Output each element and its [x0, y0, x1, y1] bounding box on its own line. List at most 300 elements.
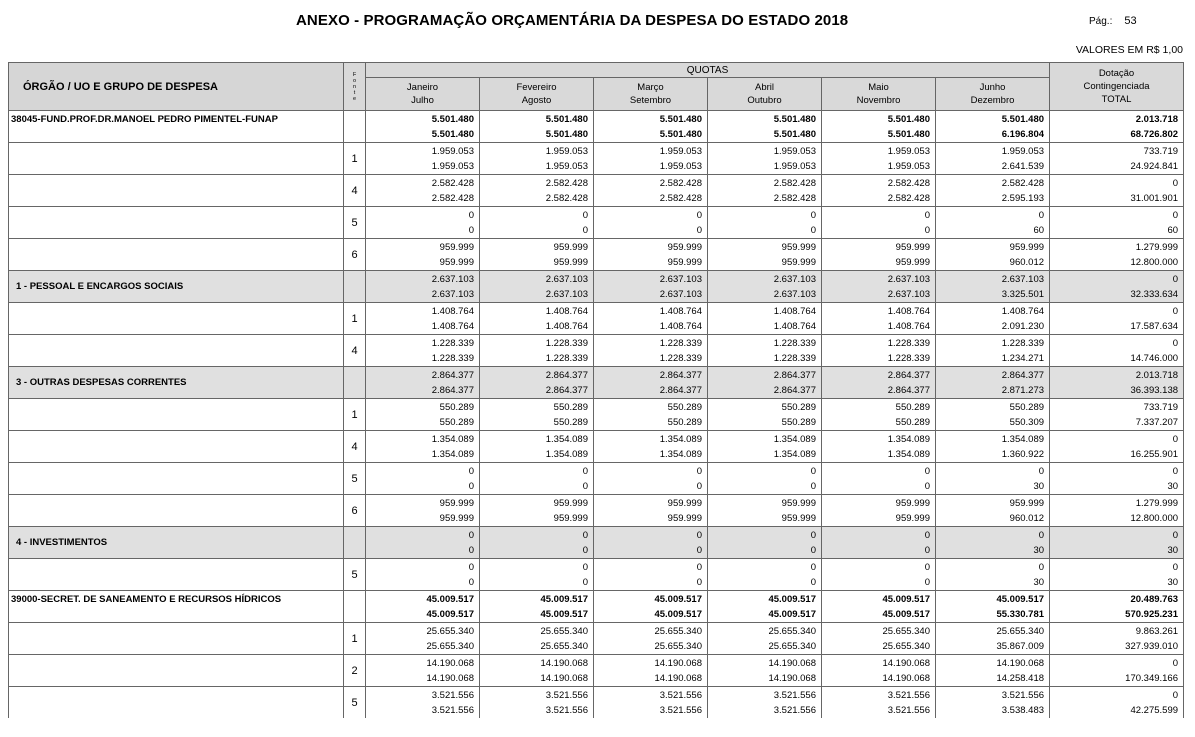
quota-value: 959.999: [936, 239, 1050, 256]
quota-value: 3.521.556: [708, 703, 822, 718]
fonte-code: 1: [344, 623, 366, 655]
total-value: 570.925.231: [1050, 607, 1184, 623]
quota-value: 2.582.428: [822, 191, 936, 207]
quota-value: 1.959.053: [708, 143, 822, 160]
quota-value: 959.999: [936, 495, 1050, 512]
quota-value: 2.582.428: [480, 191, 594, 207]
quota-value: 14.190.068: [366, 671, 480, 687]
table-row: [9, 655, 1184, 672]
quota-value: 45.009.517: [936, 591, 1050, 608]
quota-value: 2.582.428: [366, 191, 480, 207]
dotacao-value: 0: [1050, 335, 1184, 352]
quota-value: 1.354.089: [708, 431, 822, 448]
quota-value: 2.582.428: [480, 175, 594, 192]
table-row: [9, 143, 1184, 160]
dotacao-line2: Contingenciada: [1083, 81, 1150, 92]
quota-value: 959.999: [366, 511, 480, 527]
quota-value: 25.655.340: [822, 623, 936, 640]
quota-value: 0: [594, 223, 708, 239]
quota-value: 30: [936, 479, 1050, 495]
quota-value: 0: [366, 207, 480, 224]
table-row: [9, 271, 1184, 288]
quota-value: 959.999: [594, 239, 708, 256]
expense-group-label: 3 - OUTRAS DESPESAS CORRENTES: [9, 367, 344, 399]
empty-label-cell: [9, 143, 344, 175]
dotacao-line3: TOTAL: [1101, 94, 1132, 105]
quota-value: 1.354.089: [822, 447, 936, 463]
dotacao-value: 0: [1050, 527, 1184, 544]
quota-value: 959.999: [366, 495, 480, 512]
quota-value: 0: [480, 223, 594, 239]
quota-value: 25.655.340: [366, 639, 480, 655]
total-value: 24.924.841: [1050, 159, 1184, 175]
column-header-month: [708, 78, 822, 111]
units-note: VALORES EM R$ 1,00: [1075, 44, 1183, 56]
fonte-code: [344, 591, 366, 623]
dotacao-value: 20.489.763: [1050, 591, 1184, 608]
quota-value: 1.228.339: [480, 335, 594, 352]
quota-value: 960.012: [936, 511, 1050, 527]
quota-value: 14.190.068: [480, 655, 594, 672]
quota-value: 5.501.480: [936, 111, 1050, 128]
quota-value: 1.408.764: [708, 319, 822, 335]
quota-value: 550.289: [594, 399, 708, 416]
budget-table: [8, 62, 1184, 718]
quota-value: 25.655.340: [480, 639, 594, 655]
quota-value: 2.637.103: [366, 271, 480, 288]
quota-value: 959.999: [708, 495, 822, 512]
quota-value: 1.228.339: [480, 351, 594, 367]
quota-value: 0: [366, 559, 480, 576]
quota-value: 959.999: [708, 255, 822, 271]
quota-value: 959.999: [366, 255, 480, 271]
total-value: 14.746.000: [1050, 351, 1184, 367]
total-value: 68.726.802: [1050, 127, 1184, 143]
month-bottom: Dezembro: [970, 95, 1015, 106]
quota-value: 959.999: [594, 495, 708, 512]
total-value: 16.255.901: [1050, 447, 1184, 463]
dotacao-value: 2.013.718: [1050, 111, 1184, 128]
quota-value: 1.228.339: [708, 351, 822, 367]
fonte-code: 4: [344, 431, 366, 463]
quota-value: 2.637.103: [366, 287, 480, 303]
empty-label-cell: [9, 623, 344, 655]
quota-value: 2.595.193: [936, 191, 1050, 207]
quota-value: 3.521.556: [708, 687, 822, 704]
quota-value: 45.009.517: [822, 591, 936, 608]
fonte-code: [344, 527, 366, 559]
quota-value: 959.999: [822, 255, 936, 271]
quota-value: 959.999: [822, 511, 936, 527]
quota-value: 2.864.377: [822, 383, 936, 399]
quota-value: 14.190.068: [708, 655, 822, 672]
quota-value: 0: [708, 559, 822, 576]
month-top: Março: [637, 82, 664, 93]
quota-value: 550.289: [366, 399, 480, 416]
quota-value: 3.521.556: [594, 703, 708, 718]
quota-value: 2.864.377: [366, 367, 480, 384]
quota-value: 1.408.764: [594, 319, 708, 335]
quota-value: 550.289: [822, 415, 936, 431]
quota-value: 0: [366, 479, 480, 495]
quota-value: 14.258.418: [936, 671, 1050, 687]
dotacao-value: 0: [1050, 175, 1184, 192]
column-header-month: [594, 78, 708, 111]
table-row: [9, 239, 1184, 256]
quota-value: 35.867.009: [936, 639, 1050, 655]
dotacao-value: 1.279.999: [1050, 239, 1184, 256]
quota-value: 2.864.377: [366, 383, 480, 399]
quota-value: 2.582.428: [366, 175, 480, 192]
quota-value: 959.999: [708, 239, 822, 256]
dotacao-value: 733.719: [1050, 399, 1184, 416]
quota-value: 1.408.764: [366, 303, 480, 320]
quota-value: 2.637.103: [594, 287, 708, 303]
org-unit-label: 38045-FUND.PROF.DR.MANOEL PEDRO PIMENTEL-FUNAP: [9, 111, 344, 143]
fonte-code: 1: [344, 399, 366, 431]
quota-value: 2.582.428: [936, 175, 1050, 192]
quota-value: 0: [822, 527, 936, 544]
quota-value: 45.009.517: [708, 607, 822, 623]
quota-value: 2.637.103: [480, 271, 594, 288]
quota-value: 959.999: [594, 511, 708, 527]
total-value: 31.001.901: [1050, 191, 1184, 207]
quota-value: 5.501.480: [594, 127, 708, 143]
quota-value: 0: [822, 207, 936, 224]
quota-value: 1.354.089: [480, 431, 594, 448]
quota-value: 1.354.089: [594, 447, 708, 463]
quota-value: 0: [822, 463, 936, 480]
quota-value: 1.228.339: [366, 351, 480, 367]
quota-value: 25.655.340: [594, 623, 708, 640]
quota-value: 3.521.556: [594, 687, 708, 704]
quota-value: 3.521.556: [480, 703, 594, 718]
table-row: [9, 495, 1184, 512]
quota-value: 1.354.089: [366, 431, 480, 448]
quota-value: 0: [594, 527, 708, 544]
month-top: Abril: [754, 82, 774, 93]
page-number: [1089, 15, 1137, 27]
quota-value: 14.190.068: [822, 655, 936, 672]
quota-value: 0: [366, 463, 480, 480]
quota-value: 1.959.053: [594, 159, 708, 175]
month-bottom: Agosto: [521, 95, 552, 106]
quota-value: 45.009.517: [366, 607, 480, 623]
table-row: [9, 623, 1184, 640]
quota-value: 959.999: [708, 511, 822, 527]
quota-value: 0: [822, 575, 936, 591]
quota-value: 1.408.764: [480, 303, 594, 320]
quota-value: 1.959.053: [480, 143, 594, 160]
fonte-code: 2: [344, 655, 366, 687]
month-top: Fevereiro: [516, 82, 557, 93]
quota-value: 0: [822, 479, 936, 495]
column-header-dotacao: [1050, 63, 1184, 111]
quota-value: 45.009.517: [480, 591, 594, 608]
quota-value: 5.501.480: [594, 111, 708, 128]
dotacao-value: 0: [1050, 463, 1184, 480]
quota-value: 2.582.428: [594, 175, 708, 192]
dotacao-value: 0: [1050, 559, 1184, 576]
quota-value: 25.655.340: [822, 639, 936, 655]
fonte-label: F o n t e: [352, 71, 357, 102]
quota-value: 3.521.556: [366, 687, 480, 704]
quota-value: 550.289: [708, 415, 822, 431]
quota-value: 3.538.483: [936, 703, 1050, 718]
quota-value: 1.959.053: [480, 159, 594, 175]
empty-label-cell: [9, 175, 344, 207]
quota-value: 1.354.089: [366, 447, 480, 463]
quota-value: 0: [480, 207, 594, 224]
quota-value: 1.408.764: [822, 319, 936, 335]
month-top: Janeiro: [406, 82, 439, 93]
quota-value: 0: [480, 479, 594, 495]
quota-value: 2.582.428: [708, 191, 822, 207]
dotacao-value: 0: [1050, 431, 1184, 448]
quota-value: 959.999: [366, 239, 480, 256]
quota-value: 2.637.103: [822, 271, 936, 288]
fonte-code: 1: [344, 303, 366, 335]
fonte-code: [344, 271, 366, 303]
quota-value: 0: [708, 479, 822, 495]
quota-value: 2.864.377: [936, 367, 1050, 384]
quota-value: 5.501.480: [480, 127, 594, 143]
quota-value: 959.999: [480, 239, 594, 256]
quota-value: 45.009.517: [822, 607, 936, 623]
quota-value: 2.637.103: [822, 287, 936, 303]
quota-value: 14.190.068: [594, 655, 708, 672]
total-value: 30: [1050, 575, 1184, 591]
page-title: ANEXO - PROGRAMAÇÃO ORÇAMENTÁRIA DA DESPESA DO ESTADO 2018: [296, 12, 849, 29]
quota-value: 14.190.068: [822, 671, 936, 687]
quota-value: 45.009.517: [480, 607, 594, 623]
quota-value: 1.228.339: [594, 335, 708, 352]
quota-value: 14.190.068: [708, 671, 822, 687]
dotacao-value: 2.013.718: [1050, 367, 1184, 384]
quota-value: 0: [594, 559, 708, 576]
dotacao-value: 9.863.261: [1050, 623, 1184, 640]
empty-label-cell: [9, 335, 344, 367]
quota-value: 0: [480, 543, 594, 559]
fonte-code: 6: [344, 239, 366, 271]
fonte-code: [344, 367, 366, 399]
quota-value: 0: [936, 463, 1050, 480]
quota-value: 2.864.377: [594, 383, 708, 399]
quota-value: 1.228.339: [594, 351, 708, 367]
table-row: [9, 559, 1184, 576]
fonte-code: 5: [344, 687, 366, 719]
quota-value: 1.354.089: [936, 431, 1050, 448]
quota-value: 3.521.556: [936, 687, 1050, 704]
page-number-value: 53: [1124, 15, 1137, 27]
fonte-code: 5: [344, 559, 366, 591]
quota-value: 1.959.053: [822, 143, 936, 160]
table-row: [9, 111, 1184, 128]
table-row: [9, 207, 1184, 224]
column-header-month: [480, 78, 594, 111]
quota-value: 14.190.068: [480, 671, 594, 687]
month-bottom: Novembro: [856, 95, 901, 106]
quota-value: 1.228.339: [936, 335, 1050, 352]
dotacao-value: 0: [1050, 655, 1184, 672]
quota-value: 25.655.340: [936, 623, 1050, 640]
total-value: 12.800.000: [1050, 255, 1184, 271]
month-bottom: Setembro: [629, 95, 672, 106]
quota-value: 25.655.340: [480, 623, 594, 640]
table-row: [9, 527, 1184, 544]
quota-value: 550.289: [480, 415, 594, 431]
quota-value: 1.408.764: [480, 319, 594, 335]
quota-value: 25.655.340: [594, 639, 708, 655]
quota-value: 0: [594, 543, 708, 559]
quota-value: 1.228.339: [822, 351, 936, 367]
quota-value: 2.637.103: [708, 271, 822, 288]
quota-value: 30: [936, 575, 1050, 591]
quota-value: 6.196.804: [936, 127, 1050, 143]
quota-value: 0: [708, 575, 822, 591]
quota-value: 14.190.068: [594, 671, 708, 687]
column-header-month: [936, 78, 1050, 111]
quota-value: 30: [936, 543, 1050, 559]
quota-value: 2.864.377: [822, 367, 936, 384]
quota-value: 2.871.273: [936, 383, 1050, 399]
quota-value: 1.354.089: [708, 447, 822, 463]
quota-value: 2.864.377: [708, 367, 822, 384]
quota-value: 0: [822, 559, 936, 576]
quota-value: 1.408.764: [822, 303, 936, 320]
dotacao-line1: Dotação: [1098, 68, 1135, 79]
total-value: 7.337.207: [1050, 415, 1184, 431]
empty-label-cell: [9, 495, 344, 527]
quota-value: 550.289: [822, 399, 936, 416]
table-row: [9, 591, 1184, 608]
quota-value: 0: [480, 463, 594, 480]
dotacao-value: 0: [1050, 303, 1184, 320]
quota-value: 2.637.103: [708, 287, 822, 303]
fonte-code: 4: [344, 175, 366, 207]
quota-value: 959.999: [594, 255, 708, 271]
quota-value: 45.009.517: [708, 591, 822, 608]
quota-value: 0: [366, 543, 480, 559]
table-row: [9, 335, 1184, 352]
table-row: [9, 463, 1184, 480]
total-value: 36.393.138: [1050, 383, 1184, 399]
empty-label-cell: [9, 463, 344, 495]
empty-label-cell: [9, 655, 344, 687]
quota-value: 3.521.556: [480, 687, 594, 704]
quota-value: 3.521.556: [822, 703, 936, 718]
empty-label-cell: [9, 559, 344, 591]
quota-value: 1.354.089: [594, 431, 708, 448]
table-row: [9, 175, 1184, 192]
quota-value: 1.959.053: [822, 159, 936, 175]
quota-value: 0: [480, 575, 594, 591]
dotacao-value: 0: [1050, 271, 1184, 288]
quota-value: 1.228.339: [366, 335, 480, 352]
expense-group-label: 1 - PESSOAL E ENCARGOS SOCIAIS: [9, 271, 344, 303]
quota-value: 550.309: [936, 415, 1050, 431]
quota-value: 960.012: [936, 255, 1050, 271]
quota-value: 2.864.377: [480, 367, 594, 384]
quota-value: 1.959.053: [366, 143, 480, 160]
quota-value: 1.959.053: [936, 143, 1050, 160]
fonte-code: [344, 111, 366, 143]
quota-value: 2.637.103: [480, 287, 594, 303]
quota-value: 1.959.053: [366, 159, 480, 175]
quota-value: 959.999: [480, 511, 594, 527]
quota-value: 1.228.339: [708, 335, 822, 352]
quota-value: 2.582.428: [822, 175, 936, 192]
quota-value: 550.289: [480, 399, 594, 416]
quota-value: 0: [366, 575, 480, 591]
quota-value: 45.009.517: [366, 591, 480, 608]
quota-value: 959.999: [822, 239, 936, 256]
quota-value: 2.864.377: [708, 383, 822, 399]
quota-value: 0: [480, 527, 594, 544]
quota-value: 2.864.377: [480, 383, 594, 399]
empty-label-cell: [9, 431, 344, 463]
quota-value: 25.655.340: [366, 623, 480, 640]
quota-value: 2.582.428: [708, 175, 822, 192]
quota-value: 0: [936, 207, 1050, 224]
quota-value: 25.655.340: [708, 623, 822, 640]
quota-value: 0: [936, 559, 1050, 576]
quota-value: 0: [708, 543, 822, 559]
quota-value: 0: [708, 527, 822, 544]
quota-value: 0: [936, 527, 1050, 544]
fonte-code: 5: [344, 463, 366, 495]
month-top: Maio: [868, 82, 889, 93]
quota-value: 5.501.480: [480, 111, 594, 128]
quota-value: 1.408.764: [708, 303, 822, 320]
total-value: 30: [1050, 479, 1184, 495]
dotacao-value: 0: [1050, 687, 1184, 704]
quota-value: 1.354.089: [480, 447, 594, 463]
quota-value: 1.959.053: [594, 143, 708, 160]
empty-label-cell: [9, 207, 344, 239]
empty-label-cell: [9, 239, 344, 271]
total-value: 327.939.010: [1050, 639, 1184, 655]
table-row: [9, 303, 1184, 320]
empty-label-cell: [9, 687, 344, 719]
quota-value: 0: [594, 479, 708, 495]
quota-value: 5.501.480: [366, 127, 480, 143]
quota-value: 0: [708, 463, 822, 480]
total-value: 12.800.000: [1050, 511, 1184, 527]
quota-value: 60: [936, 223, 1050, 239]
quota-value: 1.408.764: [594, 303, 708, 320]
org-unit-label: 39000-SECRET. DE SANEAMENTO E RECURSOS HÍDRICOS: [9, 591, 344, 623]
quota-value: 0: [822, 223, 936, 239]
quota-value: 55.330.781: [936, 607, 1050, 623]
total-value: 60: [1050, 223, 1184, 239]
dotacao-value: 733.719: [1050, 143, 1184, 160]
quota-value: 3.521.556: [822, 687, 936, 704]
quota-value: 550.289: [936, 399, 1050, 416]
quota-value: 550.289: [366, 415, 480, 431]
table-row: [9, 367, 1184, 384]
quota-value: 5.501.480: [822, 127, 936, 143]
page-label: Pág.:: [1089, 16, 1113, 27]
table-row: [9, 399, 1184, 416]
quota-value: 1.959.053: [708, 159, 822, 175]
quota-value: 1.360.922: [936, 447, 1050, 463]
fonte-code: 5: [344, 207, 366, 239]
quota-value: 2.864.377: [594, 367, 708, 384]
quota-value: 45.009.517: [594, 591, 708, 608]
month-bottom: Outubro: [747, 95, 782, 106]
column-header-quotas: QUOTAS: [366, 63, 1050, 78]
